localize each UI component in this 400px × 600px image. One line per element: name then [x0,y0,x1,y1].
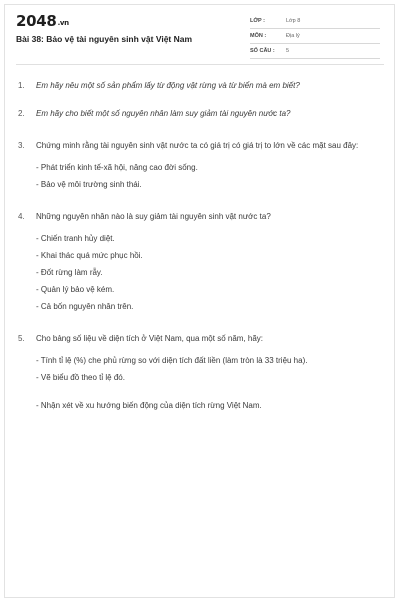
question-list [18,80,363,421]
question-item [18,140,363,152]
page-title: Bài 38: Bảo vệ tài nguyên sinh vật Việt Nam [16,34,193,44]
meta-label: LỚP : [250,18,265,24]
question-text: Em hãy nêu một số sản phẩm lấy từ động vật rừng và từ biển mà em biết? [36,81,300,90]
question-item [18,211,363,223]
question-text: Chứng minh rằng tài nguyên sinh vật nước ta có giá trị có giá trị to lớn về các mặt sau đây: [36,141,359,150]
question-number: 2. [18,109,25,118]
question-text: Em hãy cho biết một số nguyên nhân làm suy giảm tài nguyên nước ta? [36,109,291,118]
question-number: 4. [18,212,25,221]
logo-text: 2048 [16,12,57,30]
answer-line: - Đốt rừng làm rẫy. [36,268,103,277]
meta-row-subject [250,29,380,44]
meta-label: MÔN : [250,33,267,39]
answer-line: - Vẽ biểu đồ theo tỉ lệ đó. [36,373,125,382]
meta-info [250,14,380,59]
meta-label: SỐ CÂU : [250,48,275,54]
header-divider [16,64,384,65]
question-text: Những nguyên nhân nào là suy giảm tài nguyên sinh vật nước ta? [36,212,271,221]
question-item [18,108,363,120]
meta-row-count [250,44,380,59]
answer-line: - Quản lý bảo vệ kém. [36,285,115,294]
question-text: Cho bảng số liệu về diện tích ở Việt Nam, qua một số năm, hãy: [36,334,263,343]
meta-row-class [250,14,380,29]
question-item [18,80,363,92]
answer-line: - Khai thác quá mức phục hồi. [36,251,143,260]
meta-value: Địa lý [286,33,300,39]
meta-value: 5 [286,48,290,54]
answer-line: - Phát triển kinh tế-xã hội, nâng cao đời sống. [36,163,198,172]
site-logo[interactable] [16,12,69,30]
answer-line: - Chiến tranh hủy diệt. [36,234,115,243]
answer-line: - Tính tỉ lệ (%) che phủ rừng so với diện tích đất liền (làm tròn là 33 triệu ha). [36,356,308,365]
question-number: 5. [18,334,25,343]
logo-suffix: .vn [57,19,69,27]
answer-line: - Bảo vệ môi trường sinh thái. [36,180,142,189]
meta-value: Lớp 8 [286,18,301,24]
question-number: 1. [18,81,25,90]
answer-line: - Cả bốn nguyên nhân trên. [36,302,134,311]
answer-line: - Nhận xét về xu hướng biến động của diện tích rừng Việt Nam. [36,401,262,410]
question-number: 3. [18,141,25,150]
question-item [18,333,363,345]
